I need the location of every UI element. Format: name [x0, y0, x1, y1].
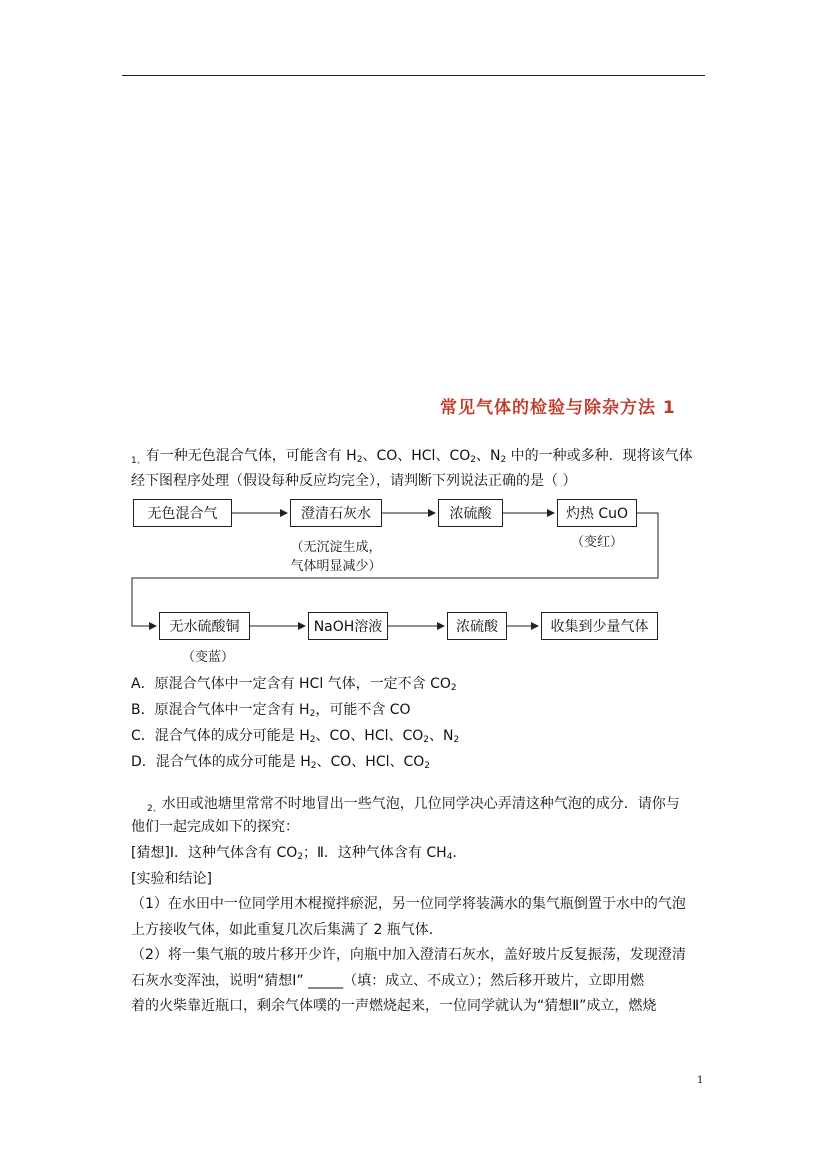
q1-number: 1、: [131, 456, 146, 466]
flow-box-mixed-gas: 无色混合气: [133, 499, 232, 527]
q1-option-a: A．原混合气体中一定含有 HCl 气体，一定不含 $CO_2$: [131, 676, 457, 693]
flow-note-blue: （变蓝）: [181, 650, 234, 665]
q2-line-9: 着的火柴靠近瓶口，剩余气体噗的一声燃烧起来，一位同学就认为“猜想Ⅱ”成立，燃烧: [131, 998, 657, 1014]
q2-number: 2、: [147, 804, 162, 814]
q2-line-2: 他们一起完成如下的探究：: [131, 819, 299, 835]
q1-line-1: $_{1、}$有一种无色混合气体，可能含有 $H_2$、CO、HCl、$CO_2$、$N_2$ 中的一种或多种．现将该气体: [131, 448, 693, 466]
q2-line-1: $_{2、}$水田或池塘里常常不时地冒出一些气泡，几位同学决心弄清这种气泡的成分．请你与: [147, 796, 680, 814]
flow-box-collected-gas: 收集到少量气体: [541, 612, 658, 640]
page-title: 常见气体的检验与除杂方法 1: [440, 398, 676, 418]
flow-box-naoh: NaOH溶液: [308, 612, 388, 640]
q2-line-5: （1）在水田中一位同学用木棍搅拌瘀泥，另一位同学将装满水的集气瓶倒置于水中的气泡: [131, 896, 686, 912]
flow-box-limewater: 澄清石灰水: [290, 499, 382, 527]
q2-line-7: （2）将一集气瓶的玻片移开少许，向瓶中加入澄清石灰水，盖好玻片反复振荡，发现澄清: [131, 947, 686, 963]
q2-line-6: 上方接收气体，如此重复几次后集满了 2 瓶气体．: [131, 922, 443, 938]
q1-option-b: B．原混合气体中一定含有 $H_2$，可能不含 CO: [131, 702, 411, 719]
flow-box-cuso4: 无水硫酸铜: [159, 612, 250, 640]
q2-line-4: [实验和结论]: [131, 871, 212, 887]
flow-note-limewater: （无沉淀生成， 气体明显减少）: [290, 540, 382, 574]
q1-line-2: 经下图程序处理（假设每种反应均完全），请判断下列说法正确的是（ ）: [131, 473, 577, 489]
page-number: 1: [697, 1075, 704, 1086]
q2-line-3: [猜想]Ⅰ．这种气体含有 $CO_2$；Ⅱ．这种气体含有 $CH_4$．: [131, 845, 467, 862]
flow-box-sulfuric-acid-1: 浓硫酸: [438, 499, 503, 527]
flow-box-hot-cuo: 灼热 CuO: [557, 499, 637, 527]
q1-option-d: D．混合气体的成分可能是 $H_2$、CO、HCl、$CO_2$: [131, 754, 431, 771]
flow-box-sulfuric-acid-2: 浓硫酸: [447, 612, 507, 640]
q1-option-c: C．混合气体的成分可能是 $H_2$、CO、HCl、$CO_2$、$N_2$: [131, 728, 460, 745]
q2-line-8: 石灰水变浑浊，说明“猜想Ⅰ” _____（填：成立、不成立）；然后移开玻片，立即用燃: [131, 973, 645, 989]
flow-note-red: （变红）: [570, 535, 623, 550]
